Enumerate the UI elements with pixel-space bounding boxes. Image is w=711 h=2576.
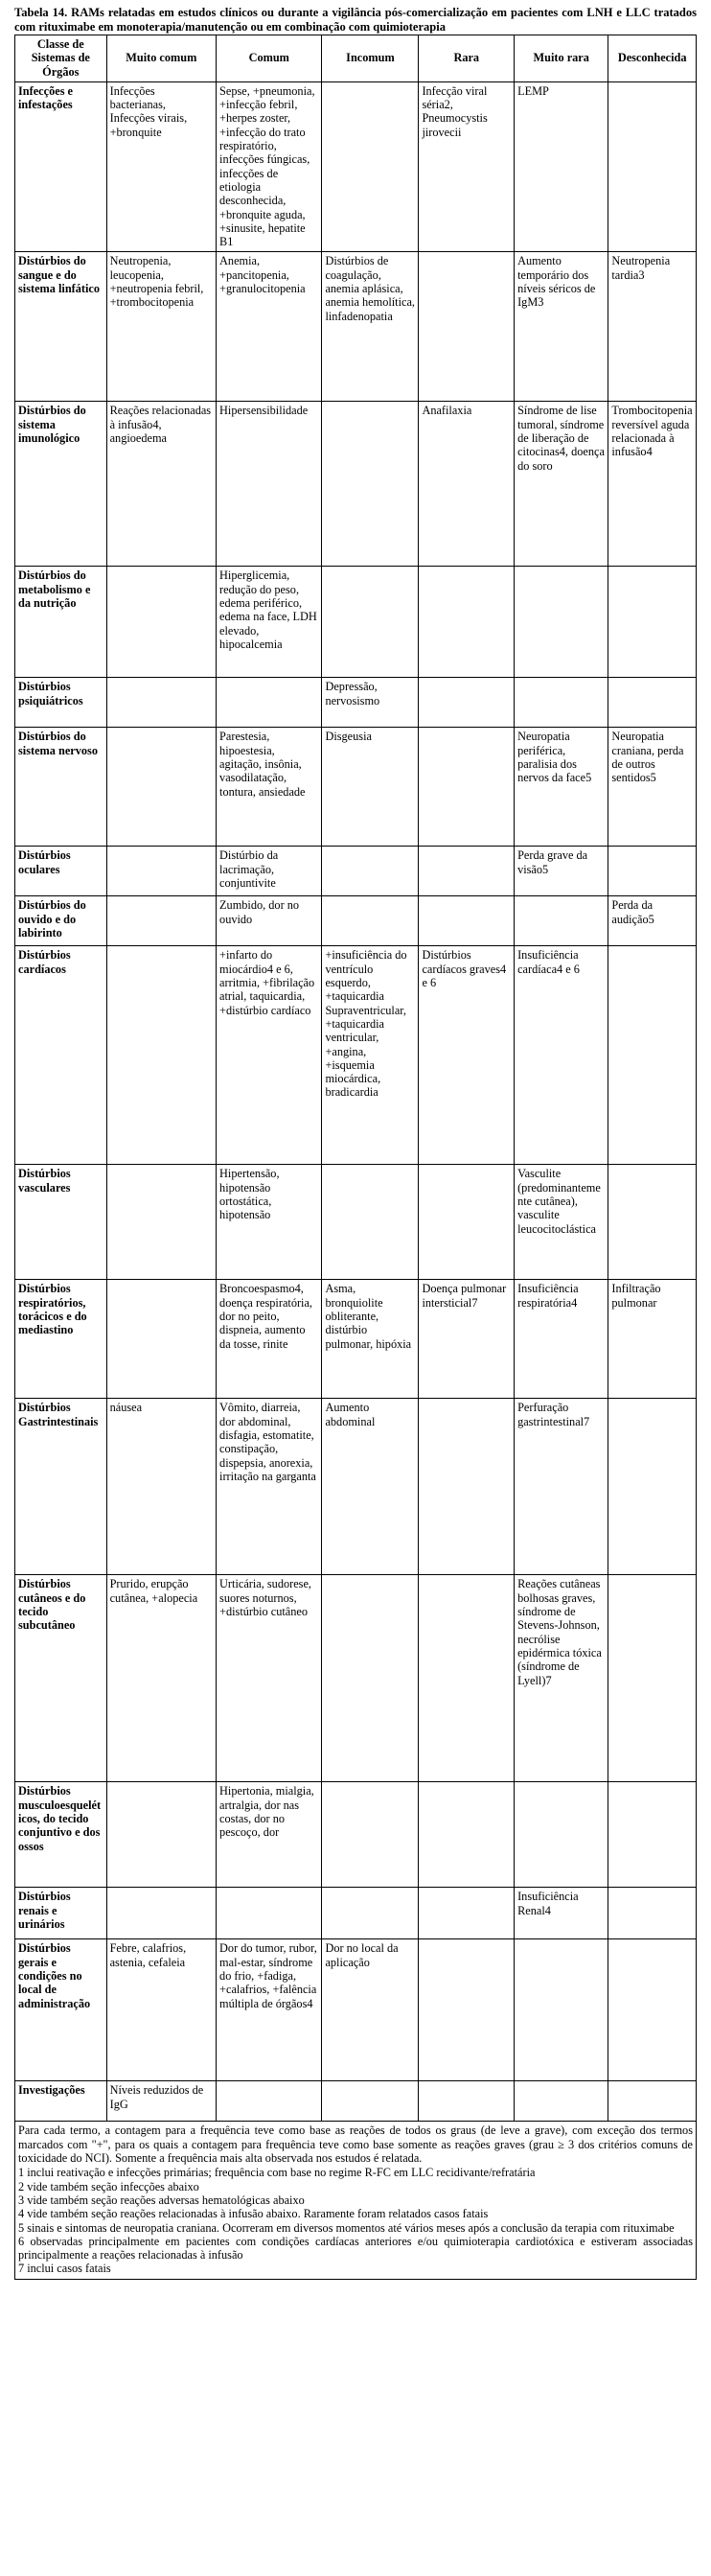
common-cell [217,1888,322,1939]
soc-cell: Investigações [15,2081,107,2122]
soc-cell: Distúrbios musculoesqueléticos, do tecido conjuntivo e dos ossos [15,1782,107,1888]
rare-cell [419,252,515,402]
soc-cell: Distúrbios do sangue e do sistema linfático [15,252,107,402]
table-row [15,946,697,1165]
uncommon-cell [322,1165,419,1280]
footnote-item: 5 sinais e sintomas de neuropatia craniana. Ocorreram em diversos momentos até vários meses após a conclusão da terapia com rituximabe [18,2220,675,2235]
uncommon-cell: Depressão, nervosismo [322,678,419,728]
uncommon-cell: Dor no local da aplicação [322,1939,419,2081]
soc-cell: Distúrbios do sistema imunológico [15,402,107,567]
unknown-cell [608,678,697,728]
unknown-cell: Neutropenia tardia3 [608,252,697,402]
adverse-reactions-table [14,35,697,2280]
header-row [15,35,697,82]
table-row [15,1888,697,1939]
very-rare-cell: Neuropatia periférica, paralisia dos nervos da face5 [515,728,608,847]
table-row [15,678,697,728]
col-header-very-rare: Muito rara [515,35,608,82]
very-rare-cell: LEMP [515,81,608,252]
very-rare-cell: Síndrome de lise tumoral, síndrome de liberação de citocinas4, doença do soro [515,402,608,567]
uncommon-cell: Asma, bronquiolite obliterante, distúrbio pulmonar, hipóxia [322,1280,419,1399]
uncommon-cell [322,2081,419,2122]
uncommon-cell: Disgeusia [322,728,419,847]
uncommon-cell [322,81,419,252]
common-cell: Parestesia, hipoestesia, agitação, insônia, vasodilatação, tontura, ansiedade [217,728,322,847]
common-cell: Hiperglicemia, redução do peso, edema periférico, edema na face, LDH elevado, hipocalcemia [217,567,322,678]
very-common-cell [106,678,216,728]
unknown-cell [608,567,697,678]
common-cell: Anemia, +pancitopenia, +granulocitopenia [217,252,322,402]
very-common-cell [106,567,216,678]
very-rare-cell [515,678,608,728]
col-header-uncommon: Incomum [322,35,419,82]
footnote-item: 1 inclui reativação e infecções primárias; frequência com base no regime R-FC em LLC recidivante/refratária [18,2166,536,2180]
very-common-cell: Prurido, erupção cutânea, +alopecia [106,1575,216,1782]
rare-cell [419,1399,515,1575]
very-rare-cell: Insuficiência cardíaca4 e 6 [515,946,608,1165]
rare-cell [419,1888,515,1939]
very-common-cell [106,946,216,1165]
common-cell: Hipertonia, mialgia, artralgia, dor nas costas, dor no pescoço, dor [217,1782,322,1888]
common-cell: +infarto do miocárdio4 e 6, arritmia, +fibrilação atrial, taquicardia, +distúrbio cardíaco [217,946,322,1165]
unknown-cell [608,847,697,896]
footnotes [15,2122,697,2279]
table-row [15,567,697,678]
soc-cell: Distúrbios Gastrintestinais [15,1399,107,1575]
very-rare-cell [515,1939,608,2081]
soc-cell: Distúrbios renais e urinários [15,1888,107,1939]
unknown-cell [608,81,697,252]
soc-cell: Distúrbios oculares [15,847,107,896]
very-rare-cell [515,1782,608,1888]
unknown-cell [608,1165,697,1280]
col-header-soc: Classe de Sistemas de Órgãos [15,35,107,82]
very-common-cell [106,847,216,896]
table-row [15,728,697,847]
uncommon-cell [322,1575,419,1782]
common-cell [217,2081,322,2122]
table-row [15,402,697,567]
very-rare-cell: Insuficiência Renal4 [515,1888,608,1939]
uncommon-cell [322,567,419,678]
uncommon-cell: Distúrbios de coagulação, anemia aplásica, anemia hemolítica, linfadenopatia [322,252,419,402]
rare-cell [419,1165,515,1280]
uncommon-cell: Aumento abdominal [322,1399,419,1575]
unknown-cell: Neuropatia craniana, perda de outros sentidos5 [608,728,697,847]
table-row [15,896,697,946]
very-common-cell: Níveis reduzidos de IgG [106,2081,216,2122]
very-common-cell [106,896,216,946]
uncommon-cell [322,402,419,567]
very-rare-cell: Aumento temporário dos níveis séricos de IgM3 [515,252,608,402]
table-row [15,1575,697,1782]
soc-cell: Distúrbios vasculares [15,1165,107,1280]
footnote-item: 4 vide também seção reações relacionadas à infusão abaixo. Raramente foram relatados casos fatais [18,2207,489,2221]
very-rare-cell [515,2081,608,2122]
soc-cell: Distúrbios do ouvido e do labirinto [15,896,107,946]
very-rare-cell [515,567,608,678]
unknown-cell: Perda da audição5 [608,896,697,946]
col-header-very-common: Muito comum [106,35,216,82]
unknown-cell: Infiltração pulmonar [608,1280,697,1399]
common-cell: Hipertensão, hipotensão ortostática, hipotensão [217,1165,322,1280]
very-common-cell [106,1888,216,1939]
very-rare-cell [515,896,608,946]
unknown-cell [608,1939,697,2081]
footnote-item: 6 observadas principalmente em pacientes com condições cardíacas anteriores e/ou quimioterapia cardiotóxica e estiveram associadas principalmente a reações relacionadas à infusão [18,2234,693,2263]
table-row [15,847,697,896]
rare-cell [419,728,515,847]
very-rare-cell: Perfuração gastrintestinal7 [515,1399,608,1575]
rare-cell: Infecção viral séria2, Pneumocystis jirovecii [419,81,515,252]
soc-cell: Distúrbios gerais e condições no local de administração [15,1939,107,2081]
very-common-cell [106,1165,216,1280]
uncommon-cell [322,1888,419,1939]
table-row [15,252,697,402]
rare-cell [419,567,515,678]
very-common-cell [106,728,216,847]
soc-cell: Distúrbios psiquiátricos [15,678,107,728]
rare-cell: Doença pulmonar intersticial7 [419,1280,515,1399]
unknown-cell [608,1782,697,1888]
very-common-cell: náusea [106,1399,216,1575]
uncommon-cell [322,896,419,946]
rare-cell [419,1939,515,2081]
common-cell: Urticária, sudorese, suores noturnos, +distúrbio cutâneo [217,1575,322,1782]
table-row [15,2081,697,2122]
common-cell [217,678,322,728]
common-cell: Zumbido, dor no ouvido [217,896,322,946]
col-header-rare: Rara [419,35,515,82]
very-common-cell: Neutropenia, leucopenia, +neutropenia febril, +trombocitopenia [106,252,216,402]
unknown-cell: Trombocitopenia reversível aguda relacionada à infusão4 [608,402,697,567]
rare-cell: Distúrbios cardíacos graves4 e 6 [419,946,515,1165]
very-common-cell [106,1782,216,1888]
common-cell: Sepse, +pneumonia, +infecção febril, +herpes zoster, +infecção do trato respiratório, infecções fúngicas, infecções de etiologia desconhecida, +bronquite aguda, +sinusite, hepatite B1 [217,81,322,252]
footnote-item: 3 vide também seção reações adversas hematológicas abaixo [18,2193,305,2207]
soc-cell: Distúrbios cardíacos [15,946,107,1165]
table-row [15,1939,697,2081]
footnotes-row [15,2122,697,2279]
common-cell: Dor do tumor, rubor, mal-estar, síndrome do frio, +fadiga, +calafrios, +falência múltipla de órgãos4 [217,1939,322,2081]
col-header-unknown: Desconhecida [608,35,697,82]
uncommon-cell: +insuficiência do ventrículo esquerdo, +taquicardia Supraventricular, +taquicardia ventricular, +angina, +isquemia miocárdica, bradicardia [322,946,419,1165]
rare-cell [419,847,515,896]
soc-cell: Infecções e infestações [15,81,107,252]
table-row [15,1399,697,1575]
soc-cell: Distúrbios respiratórios, torácicos e do mediastino [15,1280,107,1399]
rare-cell [419,2081,515,2122]
very-common-cell: Infecções bacterianas, Infecções virais, +bronquite [106,81,216,252]
unknown-cell [608,946,697,1165]
soc-cell: Distúrbios cutâneos e do tecido subcutâneo [15,1575,107,1782]
rare-cell [419,1575,515,1782]
soc-cell: Distúrbios do sistema nervoso [15,728,107,847]
footnote-lead: Para cada termo, a contagem para a frequência teve como base as reações de todos os graus (de leve a grave), com exceção dos termos marcados com "+", para os quais a contagem para frequência teve como base somente as reações graves (grau ≥ 3 dos critérios comuns de toxicidade do NCI). Somente a frequência mais alta observada nos estudos é relatada. [18,2123,693,2166]
common-cell: Broncoespasmo4, doença respiratória, dor no peito, dispneia, aumento da tosse, rinite [217,1280,322,1399]
unknown-cell [608,1575,697,1782]
rare-cell [419,678,515,728]
col-header-common: Comum [217,35,322,82]
very-common-cell [106,1280,216,1399]
rare-cell [419,1782,515,1888]
very-common-cell: Febre, calafrios, astenia, cefaleia [106,1939,216,2081]
uncommon-cell [322,847,419,896]
footnote-item: 7 inclui casos fatais [18,2262,111,2276]
unknown-cell [608,2081,697,2122]
soc-cell: Distúrbios do metabolismo e da nutrição [15,567,107,678]
common-cell: Distúrbio da lacrimação, conjuntivite [217,847,322,896]
footnote-item: 2 vide também seção infecções abaixo [18,2179,199,2193]
common-cell: Hipersensibilidade [217,402,322,567]
table-row [15,1165,697,1280]
very-rare-cell: Insuficiência respiratória4 [515,1280,608,1399]
uncommon-cell [322,1782,419,1888]
unknown-cell [608,1399,697,1575]
rare-cell [419,896,515,946]
table-caption: Tabela 14. RAMs relatadas em estudos clínicos ou durante a vigilância pós-comercialização em pacientes com LNH e LLC tratados com rituximabe em monoterapia/manutenção ou em combinação com quimioterapia [14,6,697,34]
rare-cell: Anafilaxia [419,402,515,567]
table-row [15,1280,697,1399]
common-cell: Vômito, diarreia, dor abdominal, disfagia, estomatite, constipação, dispepsia, anorexia, irritação na garganta [217,1399,322,1575]
table-row [15,81,697,252]
very-common-cell: Reações relacionadas à infusão4, angioedema [106,402,216,567]
very-rare-cell: Reações cutâneas bolhosas graves, síndrome de Stevens-Johnson, necrólise epidérmica tóxica (síndrome de Lyell)7 [515,1575,608,1782]
table-row [15,1782,697,1888]
very-rare-cell: Perda grave da visão5 [515,847,608,896]
very-rare-cell: Vasculite (predominantemente cutânea), vasculite leucocitoclástica [515,1165,608,1280]
unknown-cell [608,1888,697,1939]
